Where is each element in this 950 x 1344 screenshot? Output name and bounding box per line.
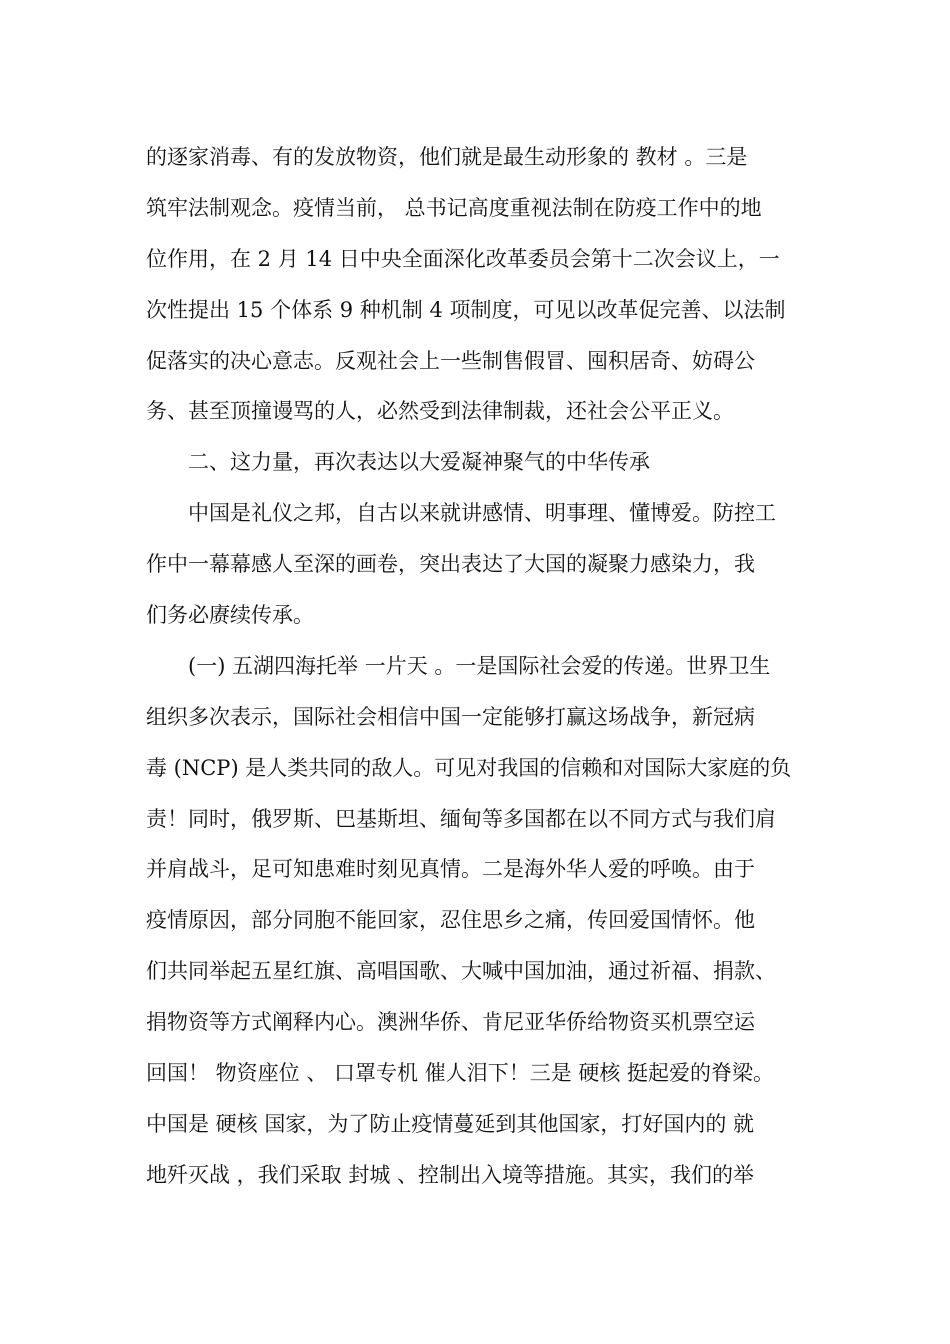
- text-line: 地歼灭战 ，我们采取 封城 、控制出入境等措施。其实，我们的举: [146, 1162, 755, 1187]
- text-line: 的逐家消毒、有的发放物资，他们就是最生动形象的 教材 。三是: [146, 145, 748, 169]
- text-line: 疫情原因，部分同胞不能回家，忍住思乡之痛，传回爱国情怀。他: [146, 908, 755, 933]
- text-line: 并肩战斗，足可知患难时刻见真情。二是海外华人爱的呼唤。由于: [146, 857, 755, 882]
- text-line: 回国！ 物资座位 、 口罩专机 催人泪下！三是 硬核 挺起爱的脊梁。: [146, 1061, 775, 1086]
- text-line: 务、甚至顶撞谩骂的人，必然受到法律制裁，还社会公平正义。: [146, 399, 734, 424]
- text-line: 中国是 硬核 国家，为了防止疫情蔓延到其他国家，打好国内的 就: [146, 1111, 755, 1136]
- subsection-line: (一) 五湖四海托举 一片天 。一是国际社会爱的传递。世界卫生: [146, 653, 771, 678]
- text-line: 们共同举起五星红旗、高唱国歌、大喊中国加油，通过祈福、捐款、: [146, 959, 776, 984]
- text-line: 们务必赓续传承。: [146, 603, 314, 628]
- text-line: 作中一幕幕感人至深的画卷，突出表达了大国的凝聚力感染力，我: [146, 552, 755, 577]
- text-line: 毒 (NCP) 是人类共同的敌人。可见对我国的信赖和对国际大家庭的负: [146, 755, 792, 780]
- text-line: 组织多次表示，国际社会相信中国一定能够打赢这场战争，新冠病: [146, 704, 755, 729]
- text-line: 中国是礼仪之邦，自古以来就讲感情、明事理、懂博爱。防控工: [146, 501, 776, 526]
- section-heading: 二、这力量，再次表达以大爱凝神聚气的中华传承: [146, 450, 650, 475]
- text-line: 捐物资等方式阐释内心。澳洲华侨、肯尼亚华侨给物资买机票空运: [146, 1010, 755, 1035]
- text-line: 责！同时，俄罗斯、巴基斯坦、缅甸等多国都在以不同方式与我们肩: [146, 806, 776, 831]
- text-line: 筑牢法制观念。疫情当前， 总书记高度重视法制在防疫工作中的地: [146, 195, 762, 220]
- text-line: 次性提出 15 个体系 9 种机制 4 项制度，可见以改革促完善、以法制: [146, 297, 786, 322]
- text-line: 促落实的决心意志。反观社会上一些制售假冒、囤积居奇、妨碍公: [146, 348, 755, 373]
- text-line: 位作用，在 2 月 14 日中央全面深化改革委员会第十二次会议上，一: [146, 246, 780, 271]
- document-body: [146, 132, 806, 1201]
